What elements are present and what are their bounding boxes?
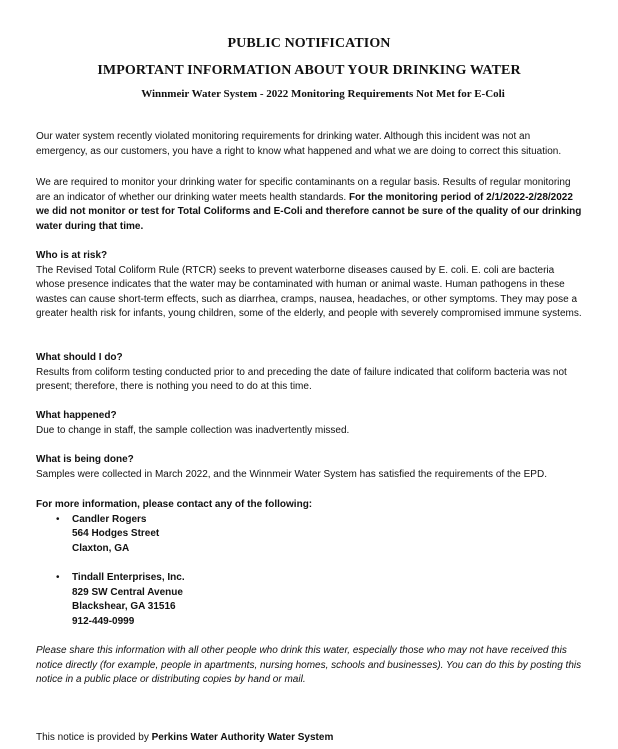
section-happened-text: Due to change in staff, the sample collection was inadvertently missed.: [36, 424, 350, 436]
section-risk: [36, 249, 584, 322]
bullet-icon: •: [56, 571, 60, 583]
footer-provider-line: [36, 731, 584, 746]
section-happened-heading: What happened?: [36, 410, 117, 421]
intro-paragraph: Our water system recently violated monitoring requirements for drinking water. Although this incident was not an emergency, as our customers, you have a right to know what happened and what we are doing to correct this situation.: [36, 131, 562, 157]
section-risk-text: The Revised Total Coliform Rule (RTCR) seeks to prevent waterborne diseases caused by E. coli. E. coli are bacteria whose presence indicates that the water may be contaminated with human or animal waste. Human pathogens in these wastes can cause short-term effects, such as diarrhea, cramps, nausea, headaches, or other symptoms. They may pose a greater health risk for infants, young children, some of the elderly, and people with severely compromised immune systems.: [36, 264, 582, 320]
section-todo-heading: What should I do?: [36, 352, 123, 363]
contact-address-line2: Claxton, GA: [72, 542, 130, 554]
contact-name: Tindall Enterprises, Inc.: [72, 571, 185, 583]
section-happened: [36, 409, 584, 438]
contact-address-line1: 829 SW Central Avenue: [72, 586, 183, 598]
footer-prefix: This notice is provided by: [36, 732, 152, 743]
contact-address-line2: Blackshear, GA 31516: [72, 601, 176, 613]
contact-address-line1: 564 Hodges Street: [72, 528, 160, 540]
contact-name: Candler Rogers: [72, 513, 147, 525]
section-being-done: [36, 453, 584, 482]
footer-provider-name: Perkins Water Authority Water System: [151, 732, 334, 743]
monitoring-period-statement: For the monitoring period of 2/1/2022-2/28/2022 we did not monitor or test for Total Coliforms and E-Coli and therefore cannot be sure of the quality of our drinking water during that time.: [36, 191, 582, 232]
notice-title: PUBLIC NOTIFICATION: [227, 36, 391, 51]
notice-subtitle: Winnmeir Water System - 2022 Monitoring Requirements Not Met for E-Coli: [141, 88, 505, 100]
contacts-section: [36, 498, 584, 629]
monitoring-paragraph: [36, 176, 584, 234]
section-being-done-text: Samples were collected in March 2022, and the Winnmeir Water System has satisfied the requirements of the EPD.: [36, 468, 547, 480]
section-risk-heading: Who is at risk?: [36, 250, 108, 261]
section-todo-text: Results from coliform testing conducted prior to and preceding the date of failure indicated that coliform bacteria was not present; therefore, there is nothing you need to do at this time.: [36, 366, 567, 393]
contact-candler-rogers: [36, 513, 584, 557]
contacts-heading: For more information, please contact any of the following:: [36, 499, 313, 510]
bullet-icon: •: [56, 513, 60, 525]
section-todo: [36, 351, 584, 395]
section-being-done-heading: What is being done?: [36, 454, 134, 465]
notice-heading: IMPORTANT INFORMATION ABOUT YOUR DRINKING WATER: [97, 63, 521, 78]
share-notice: Please share this information with all other people who drink this water, especially those who may not have received this notice directly (for example, people in apartments, nursing homes, schools and businesses). You can do this by posting this notice in a public place or distributing copies by hand or mail.: [36, 645, 582, 686]
contact-phone: 912-449-0999: [72, 615, 135, 627]
monitoring-paragraph-plain: We are required to monitor your drinking water for specific contaminants on a regular basis. Results of regular monitoring are an indicator of whether our drinking water meets health standards.: [36, 177, 571, 203]
contact-tindall-enterprises: [36, 571, 584, 629]
